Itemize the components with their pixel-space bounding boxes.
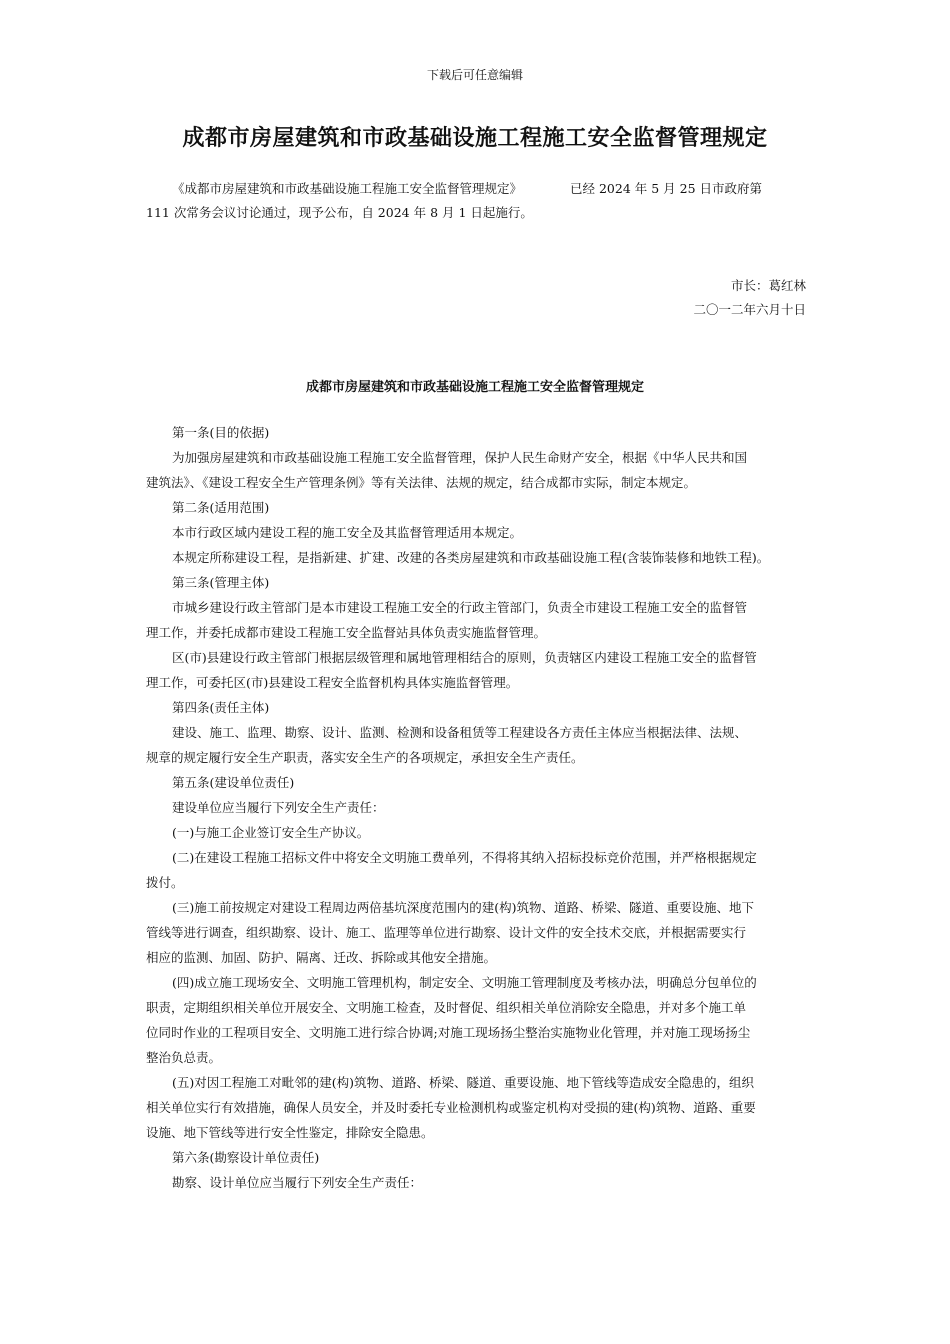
paragraph: 拨付。 [146,875,184,890]
article-6-heading: 第六条(勘察设计单位责任) [172,1150,320,1165]
mayor-signature: 市长：葛红林 [730,278,806,293]
paragraph: (一)与施工企业签订安全生产协议。 [172,825,370,840]
paragraph: 设施、地下管线等进行安全性鉴定，排除安全隐患。 [146,1125,434,1140]
paragraph: 相关单位实行有效措施，确保人员安全，并及时委托专业检测机构或鉴定机构对受损的建(构)筑物、道路、重要 [146,1100,756,1115]
paragraph: 职责，定期组织相关单位开展安全、文明施工检查，及时督促、组织相关单位消除安全隐患，并对多个施工单 [146,1000,747,1015]
paragraph: (四)成立施工现场安全、文明施工管理机构，制定安全、文明施工管理制度及考核办法，明确总分包单位的 [172,975,757,990]
regulation-body [146,420,814,1195]
article-1-heading: 第一条(目的依据) [172,425,270,440]
paragraph: (三)施工前按规定对建设工程周边两倍基坑深度范围内的建(构)筑物、道路、桥梁、隧道、重要设施、地下 [172,900,755,915]
paragraph: 为加强房屋建筑和市政基础设施工程施工安全监督管理，保护人民生命财产安全，根据《中华人民共和国 [172,450,748,465]
download-note: 下载后可任意编辑 [426,68,523,82]
paragraph: 理工作，并委托成都市建设工程施工安全监督站具体负责实施监督管理。 [146,625,547,640]
paragraph: 位同时作业的工程项目安全、文明施工进行综合协调;对施工现场扬尘整治实施物业化管理，并对施工现场扬尘 [146,1025,751,1040]
paragraph: 区(市)县建设行政主管部门根据层级管理和属地管理相结合的原则，负责辖区内建设工程施工安全的监督管 [172,650,757,665]
paragraph: 理工作，可委托区(市)县建设工程安全监督机构具体实施监督管理。 [146,675,519,690]
paragraph: 建设、施工、监理、勘察、设计、监测、检测和设备租赁等工程建设各方责任主体应当根据法律、法规、 [172,725,748,740]
paragraph: 勘察、设计单位应当履行下列安全生产责任： [172,1175,423,1190]
intro-approval: 已经 2024 年 5 月 25 日市政府第 [570,181,763,196]
paragraph: 市城乡建设行政主管部门是本市建设工程施工安全的行政主管部门，负责全市建设工程施工安全的监督管 [172,600,748,615]
intro-decree-name: 《成都市房屋建筑和市政基础设施工程施工安全监督管理规定》 [172,181,523,196]
paragraph: 规章的规定履行安全生产职责，落实安全生产的各项规定，承担安全生产责任。 [146,750,584,765]
paragraph: 相应的监测、加固、防护、隔离、迁改、拆除或其他安全措施。 [146,950,497,965]
paragraph: 管线等进行调查，组织勘察、设计、施工、监理等单位进行勘察、设计文件的安全技术交底，并根据需要实行 [146,925,747,940]
intro-line-2: 111 次常务会议讨论通过，现予公布，自 2024 年 8 月 1 日起施行。 [146,205,533,220]
paragraph: 建设单位应当履行下列安全生产责任： [172,800,385,815]
intro-line-1 [146,176,816,202]
signature-date: 二〇一二年六月十日 [693,302,806,317]
paragraph: 本规定所称建设工程，是指新建、扩建、改建的各类房屋建筑和市政基础设施工程(含装饰装修和地铁工程)。 [172,550,770,565]
article-2-heading: 第二条(适用范围) [172,500,270,515]
paragraph: 整治负总责。 [146,1050,222,1065]
article-5-heading: 第五条(建设单位责任) [172,775,295,790]
article-4-heading: 第四条(责任主体) [172,700,270,715]
paragraph: 建筑法》、《建设工程安全生产管理条例》等有关法律、法规的规定，结合成都市实际，制定本规定。 [146,475,697,490]
paragraph: (五)对因工程施工对毗邻的建(构)筑物、道路、桥梁、隧道、重要设施、地下管线等造成安全隐患的，组织 [172,1075,755,1090]
paragraph: (二)在建设工程施工招标文件中将安全文明施工费单列，不得将其纳入招标投标竞价范围，并严格根据规定 [172,850,757,865]
paragraph: 本市行政区域内建设工程的施工安全及其监督管理适用本规定。 [172,525,523,540]
document-title: 成都市房屋建筑和市政基础设施工程施工安全监督管理规定 [182,125,768,151]
article-3-heading: 第三条(管理主体) [172,575,270,590]
section-title: 成都市房屋建筑和市政基础设施工程施工安全监督管理规定 [305,380,644,395]
